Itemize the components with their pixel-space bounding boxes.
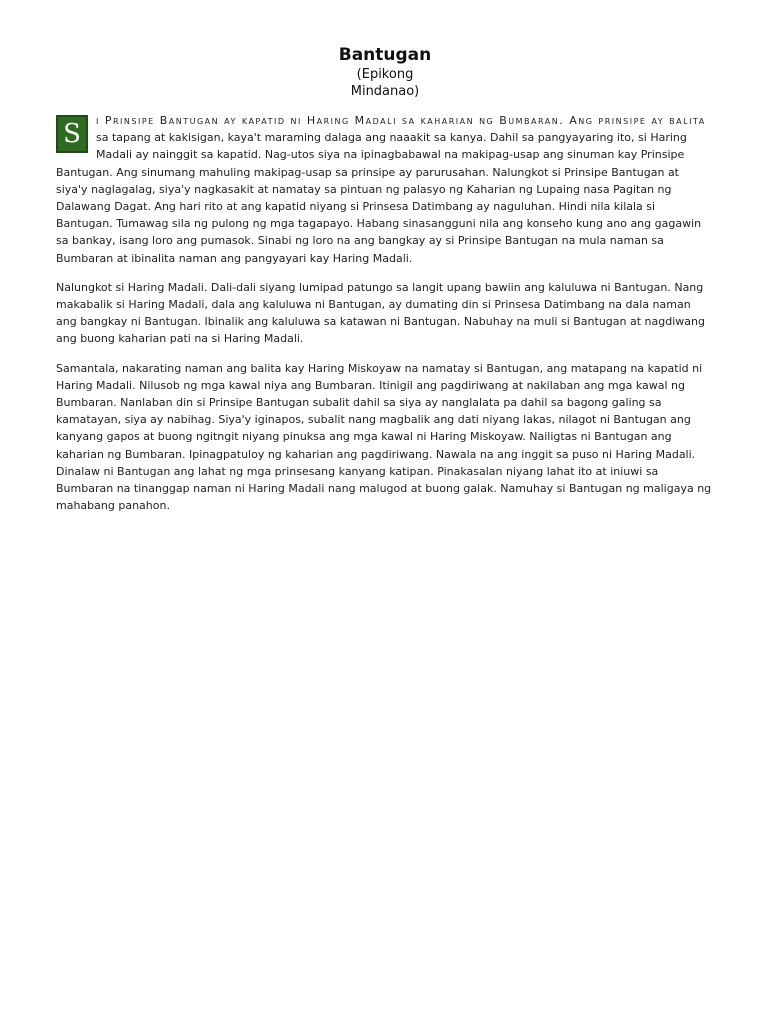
subtitle-line-2: Mindanao) [350,84,420,99]
paragraph-2: Nalungkot si Haring Madali. Dali-dali siyang lumipad patungo sa langit upang bawiin ang kaluluwa ni Bantugan. Nang makabalik si Haring Madali, dala ang kaluluwa ni Bantugan, ay dumating din si Prinsesa Datimbang na dala naman ang bangkay ni Bantugan. Ibinalik ang kaluluwa sa katawan ni Bantugan. Nabuhay na muli si Bantugan at nagdiwang ang buong kaharian pati na si Haring Madali. [56,280,705,346]
paragraph-3: Samantala, nakarating naman ang balita kay Haring Miskoyaw na namatay si Bantugan, ang matapang na kapatid ni Haring Madali. Nilusob ng mga kawal niya ang Bumbaran. Itinigil ang pagdiriwang at nakilaban ang mga kawal ng Bumbaran. Nanlaban din si Prinsipe Bantugan subalit dahil sa siya ay nanglalata pa dahil sa bagong galing sa kamatayan, siya ay nabihag. Siya'y iginapos, subalit nang magbalik ang dati niyang lakas, nilagot ni Bantugan ang kanyang gapos at buong ngitngit niyang pinuksa ang mga kawal ni Haring Miskoyaw. Nailigtas ni Bantugan ang kaharian ng Bumbaran. Ipinagpatuloy ng kaharian ang pagdiriwang. Nawala na ang inggit sa puso ni Haring Madali. Dinalaw ni Bantugan ang lahat ng mga prinsesang kanyang katipan. Pinakasalan niyang lahat ito at iniuwi sa Bumbaran na tinanggap naman ni Haring Madali nang malugod at buong galak. Namuhay si Bantugan ng maligaya ng mahabang panahon. [56,361,712,513]
paragraph-1-lead: i Prinsipe Bantugan ay kapatid ni Haring Madali sa kaharian ng Bumbaran. Ang prinsipe ay balita [96,114,706,127]
paragraph-1 [56,112,714,267]
document-title: Bantugan [338,45,432,65]
document-subtitle [56,66,714,100]
document-page [56,44,714,526]
subtitle-line-1: (Epikong [356,67,414,82]
drop-cap-letter: S [56,115,88,153]
paragraph-1-rest: sa tapang at kakisigan, kaya't maraming dalaga ang naaakit sa kanya. Dahil sa pangyayaring ito, si Haring Madali ay nainggit sa kapatid. Nag-utos siya na ipinagbabawal na makipag-usap ang sinuman kay Prinsipe Bantugan. Ang sinumang mahuling makipag-usap sa prinsipe ay parurusahan. Nalungkot si Prinsipe Bantugan at siya'y naglagalag, siya'y nagkasakit at namatay sa pintuan ng palasyo ng Kaharian ng Lupaing nasa Pagitan ng Dalawang Dagat. Ang hari rito at ang kapatid niyang si Prinsesa Datimbang ay naguluhan. Hindi nila kilala si Bantugan. Tumawag sila ng pulong ng mga tagapayo. Habang sinasangguni nila ang konseho kung ano ang gagawin sa bankay, isang loro ang pumasok. Sinabi ng loro na ang bangkay ay si Prinsipe Bantugan na mula naman sa Bumbaran at ibinalita naman ang pangyayari kay Haring Madali. [56,131,702,265]
